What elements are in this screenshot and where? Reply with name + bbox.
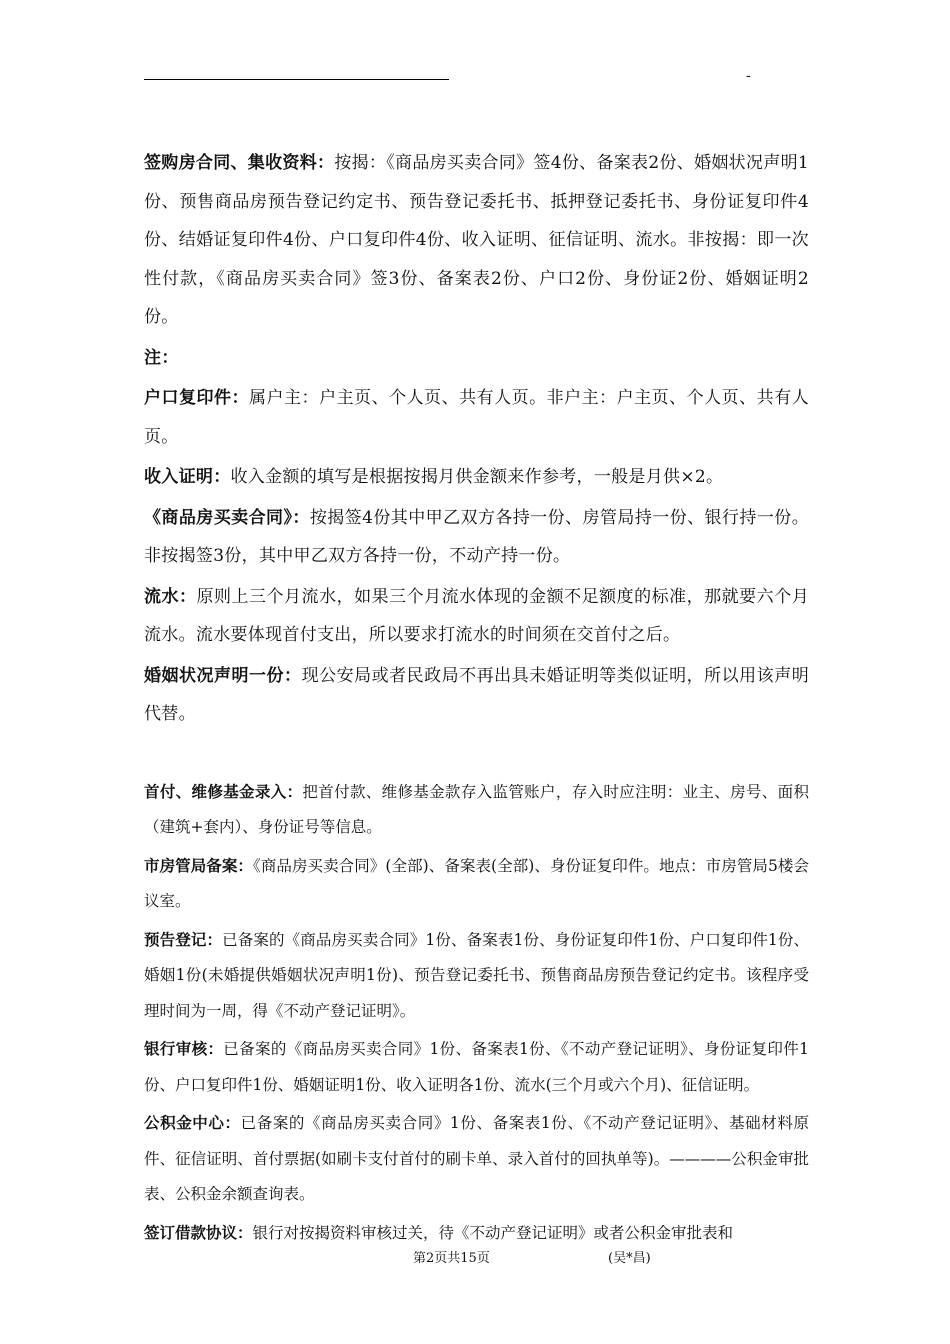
paragraph-text: 现公安局或者民政局不再出具未婚证明等类似证明，所以用该声明代替。	[144, 665, 809, 724]
paragraph-down-payment: 首付、维修基金录入：把首付款、维修基金款存入监管账户，存入时应注明：业主、房号、面积（建筑+套内）、身份证号等信息。	[144, 781, 809, 836]
paragraph-bank-statement: 流水：原则上三个月流水，如果三个月流水体现的金额不足额度的标准，那就要六个月流水。流水要体现首付支出，所以要求打流水的时间须在交首付之后。	[144, 586, 809, 645]
paragraph-title: 户口复印件	[144, 388, 232, 408]
page-number: 第2页共15页	[413, 1251, 490, 1266]
paragraph-text: 按揭：《商品房买卖合同》签4份、备案表2份、婚姻状况声明1份、预售商品房预告登记约定书、预告登记委托书、抵押登记委托书、身份证复印件4份、结婚证复印件4份、户口复印件4份、收入证明、征信证明、流水。非按揭：即一次性付款，《商品房买卖合同》签3份、备案表2份、户口2份、身份证2份、婚姻证明2份。	[144, 153, 809, 327]
author-note: (吴*昌)	[608, 1251, 651, 1266]
paragraph-title: 签购房合同、集收资料	[144, 153, 318, 173]
section-gap	[144, 736, 809, 774]
paragraph-text: 银行对按揭资料审核过关，待《不动产登记证明》或者公积金审批表和	[252, 1223, 734, 1242]
paragraph-hukou-copy: 户口复印件：属户主：户主页、个人页、共有人页。非户主：户主页、个人页、共有人页。	[144, 388, 809, 447]
header-rule	[144, 79, 449, 80]
paragraph-text: 按揭签4份其中甲乙双方各持一份、房管局持一份、银行持一份。非按揭签3份，其中甲乙双方各持一份，不动产持一份。	[144, 507, 810, 566]
paragraph-title: 流水	[144, 586, 180, 607]
paragraph-bank-review: 银行审核：已备案的《商品房买卖合同》1份、备案表1份、《不动产登记证明》、身份证复印件1份、户口复印件1份、婚姻证明1份、收入证明各1份、流水(三个月或六个月)、征信证明。	[144, 1039, 809, 1094]
paragraph-income-proof: 收入证明：收入金额的填写是根据按揭月供金额来作参考，一般是月供×2。	[144, 467, 724, 487]
paragraph-title: 预告登记	[144, 929, 207, 949]
paragraph-title: 银行审核	[144, 1039, 208, 1058]
paragraph-title: 《商品房买卖合同》	[144, 507, 293, 528]
paragraph-text: 《商品房买卖合同》(全部)、备案表(全部)、身份证复印件。地点：市房管局5楼会议室。	[144, 856, 809, 910]
paragraph-text: 属户主：户主页、个人页、共有人页。非户主：户主页、个人页、共有人页。	[144, 388, 809, 447]
paragraph-advance-registration: 预告登记：已备案的《商品房买卖合同》1份、备案表1份、身份证复印件1份、户口复印件1份、婚姻1份(未婚提供婚姻状况声明1份)、预告登记委托书、预售商品房预告登记约定书。该程序受理时间为一周，得《不动产登记证明》。	[144, 929, 809, 1020]
paragraph-sales-contract: 《商品房买卖合同》：按揭签4份其中甲乙双方各持一份、房管局持一份、银行持一份。非按揭签3份，其中甲乙双方各持一份，不动产持一份。	[144, 507, 810, 566]
paragraph-text: 已备案的《商品房买卖合同》1份、备案表1份、身份证复印件1份、户口复印件1份、婚姻1份(未婚提供婚姻状况声明1份)、预告登记委托书、预售商品房预告登记约定书。该程序受理时间为一周，得《不动产登记证明》。	[144, 930, 809, 1020]
paragraph-title: 市房管局备案	[144, 855, 238, 875]
paragraph-title: 婚姻状况声明一份	[144, 665, 285, 686]
paragraph-title: 首付、维修基金录入	[144, 781, 287, 801]
paragraph-title: 公积金中心	[144, 1113, 225, 1132]
header-dash: -	[746, 68, 751, 84]
paragraph-text: 收入金额的填写是根据按揭月供金额来作参考，一般是月供×2。	[230, 467, 724, 487]
paragraph-loan-agreement: 签订借款协议：银行对按揭资料审核过关，待《不动产登记证明》或者公积金审批表和	[144, 1222, 734, 1242]
paragraph-text: 已备案的《商品房买卖合同》1份、备案表1份、《不动产登记证明》、身份证复印件1份、户口复印件1份、婚姻证明1份、收入证明各1份、流水(三个月或六个月)、征信证明。	[144, 1040, 809, 1094]
paragraph-title: 注	[144, 347, 162, 368]
paragraph-title: 收入证明	[144, 467, 214, 487]
paragraph-text: 把首付款、维修基金款存入监管账户，存入时应注明：业主、房号、面积（建筑+套内）、身份证号等信息。	[144, 782, 809, 836]
paragraph-note: 注：	[144, 347, 179, 368]
paragraph-text: 原则上三个月流水，如果三个月流水体现的金额不足额度的标准，那就要六个月流水。流水要体现首付支出，所以要求打流水的时间须在交首付之后。	[144, 586, 809, 645]
paragraph-text: 已备案的《商品房买卖合同》1份、备案表1份、《不动产登记证明》、基础材料原件、征信证明、首付票据(如刷卡支付首付的刷卡单、录入首付的回执单等)。————公积金审批表、公积金余额查询表。	[144, 1114, 809, 1203]
paragraph-provident-fund: 公积金中心：已备案的《商品房买卖合同》1份、备案表1份、《不动产登记证明》、基础材料原件、征信证明、首付票据(如刷卡支付首付的刷卡单、录入首付的回执单等)。————公积金审批表、公积金余额查询表。	[144, 1113, 809, 1203]
paragraph-sign-contract: 签购房合同、集收资料：按揭：《商品房买卖合同》签4份、备案表2份、婚姻状况声明1份、预售商品房预告登记约定书、预告登记委托书、抵押登记委托书、身份证复印件4份、结婚证复印件4份、户口复印件4份、收入证明、征信证明、流水。非按揭：即一次性付款，《商品房买卖合同》签3份、备案表2份、户口2份、身份证2份、婚姻证明2份。	[144, 153, 809, 327]
paragraph-title: 签订借款协议	[144, 1222, 238, 1242]
paragraph-housing-bureau-filing: 市房管局备案：《商品房买卖合同》(全部)、备案表(全部)、身份证复印件。地点：市房管局5楼会议室。	[144, 855, 809, 910]
document-body	[144, 144, 809, 1253]
paragraph-marital-statement: 婚姻状况声明一份：现公安局或者民政局不再出具未婚证明等类似证明，所以用该声明代替。	[144, 665, 809, 724]
